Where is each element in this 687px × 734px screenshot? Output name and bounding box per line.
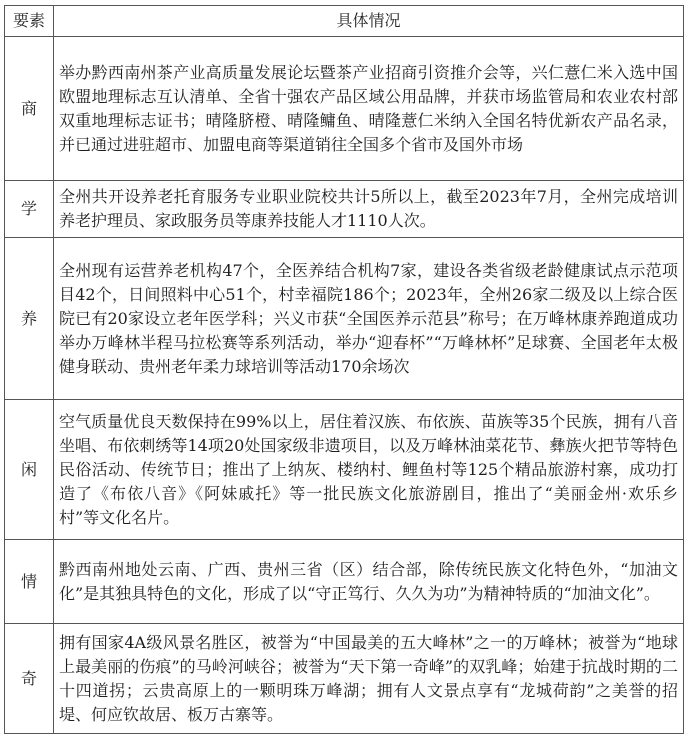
table-row [5, 37, 684, 181]
row-key: 学 [5, 181, 54, 238]
table-row [5, 238, 684, 400]
table-row [5, 540, 684, 624]
row-text: 空气质量优良天数保持在99%以上，居住着汉族、布依族、苗族等35个民族，拥有八音坐唱、布依刺绣等14项20处国家级非遗项目，以及万峰林油菜花节、彝族火把节等特色民俗活动、传统节日；推出了上纳灰、楼纳村、鲤鱼村等125个精品旅游村寨，成功打造了《布依八音》《阿妹戚托》等一批民族文化旅游剧目，推出了“美丽金州·欢乐乡村”等文化名片。 [54, 400, 684, 540]
row-key: 闲 [5, 400, 54, 540]
header-element: 要素 [5, 6, 54, 37]
row-text: 举办黔西南州茶产业高质量发展论坛暨茶产业招商引资推介会等，兴仁薏仁米入选中国欧盟地理标志互认清单、全省十强农产品区域公用品牌，并获市场监管局和农业农村部双重地理标志证书；晴隆脐橙、晴隆鳙鱼、晴隆薏仁米纳入全国名特优新农产品名录，并已通过进驻超市、加盟电商等渠道销往全国多个省市及国外市场 [54, 37, 684, 181]
row-key: 情 [5, 540, 54, 624]
info-table [4, 5, 684, 734]
row-key: 商 [5, 37, 54, 181]
row-text: 拥有国家4A级风景名胜区，被誉为“中国最美的五大峰林”之一的万峰林；被誉为“地球上最美丽的伤痕”的马岭河峡谷；被誉为“天下第一奇峰”的双乳峰；始建于抗战时期的二十四道拐；云贵高原上的一颗明珠万峰湖；拥有人文景点享有“龙城荷韵”之美誉的招堤、何应钦故居、板万古寨等。 [54, 624, 684, 734]
table-row [5, 181, 684, 238]
table-row [5, 400, 684, 540]
row-text: 全州共开设养老托育服务专业职业院校共计5所以上，截至2023年7月，全州完成培训养老护理员、家政服务员等康养技能人才1110人次。 [54, 181, 684, 238]
row-text: 黔西南州地处云南、广西、贵州三省（区）结合部，除传统民族文化特色外，“加油文化”是其独具特色的文化，形成了以“守正笃行、久久为功”为精神特质的“加油文化”。 [54, 540, 684, 624]
header-detail: 具体情况 [54, 6, 684, 37]
row-text: 全州现有运营养老机构47个，全医养结合机构7家，建设各类省级老龄健康试点示范项目42个，日间照料中心51个，村幸福院186个；2023年，全州26家二级及以上综合医院已有20家设立老年医学科；兴义市获“全国医养示范县”称号；在万峰林康养跑道成功举办万峰林半程马拉松赛等系列活动，举办“迎春杯”“万峰林杯”足球赛、全国老年太极健身联动、贵州老年柔力球培训等活动170余场次 [54, 238, 684, 400]
row-key: 养 [5, 238, 54, 400]
row-key: 奇 [5, 624, 54, 734]
header-row [5, 6, 684, 37]
table-row [5, 624, 684, 734]
